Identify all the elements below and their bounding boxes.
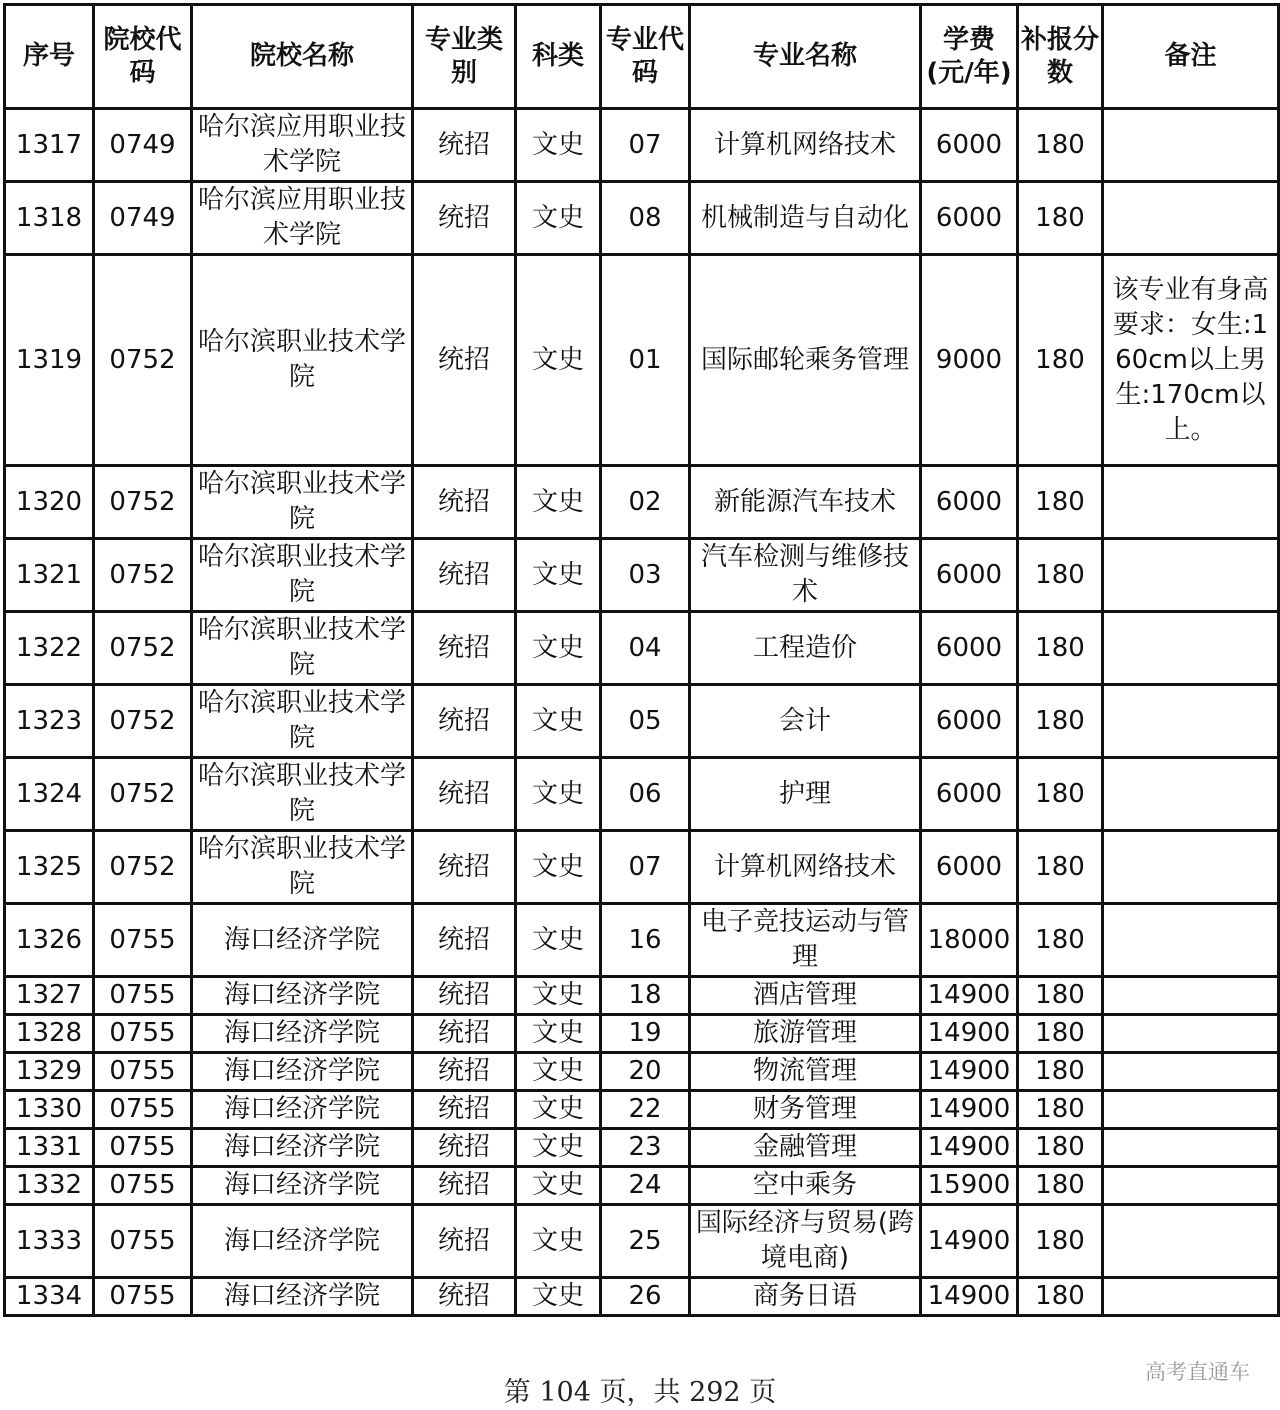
cell-score: 180 <box>1018 904 1103 977</box>
cell-major-name: 旅游管理 <box>690 1015 921 1053</box>
cell-major-name: 工程造价 <box>690 612 921 685</box>
cell-score: 180 <box>1018 1053 1103 1091</box>
cell-school-name: 海口经济学院 <box>192 977 413 1015</box>
cell-major-code: 20 <box>601 1053 690 1091</box>
cell-school-code: 0752 <box>94 758 192 831</box>
cell-seq-no: 1319 <box>5 255 94 466</box>
cell-score: 180 <box>1018 831 1103 904</box>
cell-school-name: 哈尔滨应用职业技术学院 <box>192 109 413 182</box>
cell-school-code: 0752 <box>94 539 192 612</box>
cell-note <box>1103 1015 1279 1053</box>
cell-major-type: 统招 <box>413 1167 516 1205</box>
cell-major-code: 07 <box>601 109 690 182</box>
cell-tuition: 6000 <box>921 109 1018 182</box>
header-major-code: 专业代码 <box>601 5 690 109</box>
cell-score: 180 <box>1018 1129 1103 1167</box>
cell-subject: 文史 <box>516 466 601 539</box>
cell-note <box>1103 758 1279 831</box>
header-score: 补报分数 <box>1018 5 1103 109</box>
cell-major-type: 统招 <box>413 182 516 255</box>
cell-tuition: 15900 <box>921 1167 1018 1205</box>
table-row <box>5 1167 1279 1205</box>
cell-major-type: 统招 <box>413 685 516 758</box>
cell-subject: 文史 <box>516 182 601 255</box>
cell-tuition: 18000 <box>921 904 1018 977</box>
cell-seq-no: 1323 <box>5 685 94 758</box>
page-footer: 第 104 页，共 292 页 <box>503 1377 777 1408</box>
cell-subject: 文史 <box>516 255 601 466</box>
cell-major-name: 护理 <box>690 758 921 831</box>
cell-major-name: 计算机网络技术 <box>690 831 921 904</box>
cell-score: 180 <box>1018 685 1103 758</box>
cell-school-name: 海口经济学院 <box>192 1167 413 1205</box>
header-school-code: 院校代码 <box>94 5 192 109</box>
cell-major-name: 财务管理 <box>690 1091 921 1129</box>
cell-school-code: 0752 <box>94 685 192 758</box>
cell-school-name: 哈尔滨职业技术学院 <box>192 539 413 612</box>
cell-tuition: 14900 <box>921 1053 1018 1091</box>
cell-major-code: 08 <box>601 182 690 255</box>
cell-note <box>1103 1053 1279 1091</box>
table-row <box>5 1015 1279 1053</box>
cell-major-code: 22 <box>601 1091 690 1129</box>
cell-major-code: 05 <box>601 685 690 758</box>
cell-score: 180 <box>1018 255 1103 466</box>
cell-major-type: 统招 <box>413 1091 516 1129</box>
cell-major-code: 19 <box>601 1015 690 1053</box>
cell-school-name: 哈尔滨职业技术学院 <box>192 685 413 758</box>
cell-score: 180 <box>1018 1015 1103 1053</box>
cell-school-code: 0752 <box>94 831 192 904</box>
table-row <box>5 1205 1279 1278</box>
cell-major-type: 统招 <box>413 1129 516 1167</box>
cell-major-type: 统招 <box>413 1205 516 1278</box>
cell-school-code: 0755 <box>94 1129 192 1167</box>
cell-tuition: 14900 <box>921 1015 1018 1053</box>
cell-major-type: 统招 <box>413 255 516 466</box>
cell-tuition: 14900 <box>921 1205 1018 1278</box>
cell-school-code: 0749 <box>94 109 192 182</box>
table-row <box>5 182 1279 255</box>
cell-score: 180 <box>1018 1167 1103 1205</box>
cell-score: 180 <box>1018 182 1103 255</box>
cell-school-name: 哈尔滨职业技术学院 <box>192 758 413 831</box>
cell-school-name: 哈尔滨应用职业技术学院 <box>192 182 413 255</box>
cell-subject: 文史 <box>516 904 601 977</box>
cell-major-code: 03 <box>601 539 690 612</box>
cell-major-type: 统招 <box>413 109 516 182</box>
cell-score: 180 <box>1018 1091 1103 1129</box>
cell-major-code: 16 <box>601 904 690 977</box>
cell-note <box>1103 904 1279 977</box>
cell-major-code: 06 <box>601 758 690 831</box>
cell-school-code: 0755 <box>94 1015 192 1053</box>
cell-major-type: 统招 <box>413 977 516 1015</box>
cell-note <box>1103 466 1279 539</box>
cell-seq-no: 1325 <box>5 831 94 904</box>
cell-tuition: 14900 <box>921 1129 1018 1167</box>
cell-subject: 文史 <box>516 977 601 1015</box>
cell-tuition: 6000 <box>921 831 1018 904</box>
cell-subject: 文史 <box>516 1091 601 1129</box>
cell-note <box>1103 109 1279 182</box>
table-row <box>5 758 1279 831</box>
cell-major-name: 新能源汽车技术 <box>690 466 921 539</box>
cell-major-name: 物流管理 <box>690 1053 921 1091</box>
cell-note <box>1103 831 1279 904</box>
cell-score: 180 <box>1018 612 1103 685</box>
cell-major-type: 统招 <box>413 612 516 685</box>
cell-tuition: 9000 <box>921 255 1018 466</box>
cell-note <box>1103 685 1279 758</box>
cell-major-code: 18 <box>601 977 690 1015</box>
cell-major-code: 07 <box>601 831 690 904</box>
header-subject: 科类 <box>516 5 601 109</box>
cell-school-name: 哈尔滨职业技术学院 <box>192 255 413 466</box>
header-tuition: 学费(元/年) <box>921 5 1018 109</box>
cell-seq-no: 1332 <box>5 1167 94 1205</box>
cell-school-name: 哈尔滨职业技术学院 <box>192 466 413 539</box>
cell-school-code: 0755 <box>94 1167 192 1205</box>
cell-note <box>1103 1205 1279 1278</box>
cell-school-name: 海口经济学院 <box>192 1278 413 1316</box>
cell-major-type: 统招 <box>413 1015 516 1053</box>
cell-school-code: 0755 <box>94 1053 192 1091</box>
cell-seq-no: 1317 <box>5 109 94 182</box>
cell-score: 180 <box>1018 109 1103 182</box>
cell-seq-no: 1322 <box>5 612 94 685</box>
cell-seq-no: 1326 <box>5 904 94 977</box>
cell-note <box>1103 977 1279 1015</box>
cell-score: 180 <box>1018 539 1103 612</box>
cell-major-name: 国际经济与贸易(跨境电商) <box>690 1205 921 1278</box>
cell-seq-no: 1328 <box>5 1015 94 1053</box>
cell-school-code: 0755 <box>94 904 192 977</box>
cell-major-code: 02 <box>601 466 690 539</box>
cell-seq-no: 1333 <box>5 1205 94 1278</box>
cell-subject: 文史 <box>516 539 601 612</box>
cell-subject: 文史 <box>516 758 601 831</box>
cell-major-name: 国际邮轮乘务管理 <box>690 255 921 466</box>
cell-major-type: 统招 <box>413 1053 516 1091</box>
cell-major-name: 会计 <box>690 685 921 758</box>
cell-major-type: 统招 <box>413 466 516 539</box>
cell-major-code: 26 <box>601 1278 690 1316</box>
cell-tuition: 14900 <box>921 977 1018 1015</box>
cell-score: 180 <box>1018 758 1103 831</box>
cell-subject: 文史 <box>516 1053 601 1091</box>
header-row <box>5 5 1279 109</box>
cell-major-type: 统招 <box>413 831 516 904</box>
cell-score: 180 <box>1018 1205 1103 1278</box>
cell-tuition: 14900 <box>921 1091 1018 1129</box>
cell-tuition: 6000 <box>921 685 1018 758</box>
cell-school-code: 0752 <box>94 466 192 539</box>
cell-major-type: 统招 <box>413 1278 516 1316</box>
cell-seq-no: 1334 <box>5 1278 94 1316</box>
cell-major-name: 商务日语 <box>690 1278 921 1316</box>
cell-school-name: 海口经济学院 <box>192 904 413 977</box>
table-row <box>5 977 1279 1015</box>
table-row <box>5 831 1279 904</box>
cell-school-code: 0749 <box>94 182 192 255</box>
cell-seq-no: 1324 <box>5 758 94 831</box>
cell-subject: 文史 <box>516 685 601 758</box>
cell-major-name: 空中乘务 <box>690 1167 921 1205</box>
header-note: 备注 <box>1103 5 1279 109</box>
cell-seq-no: 1331 <box>5 1129 94 1167</box>
cell-tuition: 6000 <box>921 758 1018 831</box>
cell-major-name: 汽车检测与维修技术 <box>690 539 921 612</box>
cell-subject: 文史 <box>516 1167 601 1205</box>
cell-subject: 文史 <box>516 831 601 904</box>
header-major-type: 专业类别 <box>413 5 516 109</box>
header-seq-no: 序号 <box>5 5 94 109</box>
cell-seq-no: 1330 <box>5 1091 94 1129</box>
cell-seq-no: 1318 <box>5 182 94 255</box>
table-row <box>5 109 1279 182</box>
cell-note <box>1103 1167 1279 1205</box>
cell-major-type: 统招 <box>413 758 516 831</box>
cell-note <box>1103 1129 1279 1167</box>
cell-tuition: 6000 <box>921 612 1018 685</box>
table-row <box>5 255 1279 466</box>
table-row <box>5 612 1279 685</box>
cell-school-code: 0752 <box>94 255 192 466</box>
cell-school-code: 0755 <box>94 1278 192 1316</box>
cell-subject: 文史 <box>516 109 601 182</box>
cell-subject: 文史 <box>516 1278 601 1316</box>
cell-tuition: 6000 <box>921 539 1018 612</box>
cell-tuition: 6000 <box>921 182 1018 255</box>
cell-school-code: 0755 <box>94 977 192 1015</box>
cell-score: 180 <box>1018 1278 1103 1316</box>
cell-major-type: 统招 <box>413 539 516 612</box>
cell-seq-no: 1327 <box>5 977 94 1015</box>
cell-school-name: 哈尔滨职业技术学院 <box>192 612 413 685</box>
cell-tuition: 6000 <box>921 466 1018 539</box>
cell-major-type: 统招 <box>413 904 516 977</box>
cell-school-name: 海口经济学院 <box>192 1091 413 1129</box>
cell-major-code: 23 <box>601 1129 690 1167</box>
cell-major-name: 计算机网络技术 <box>690 109 921 182</box>
cell-major-code: 01 <box>601 255 690 466</box>
table-row <box>5 1129 1279 1167</box>
cell-note <box>1103 539 1279 612</box>
cell-school-name: 海口经济学院 <box>192 1205 413 1278</box>
cell-note: 该专业有身高要求：女生:160cm以上男生:170cm以上。 <box>1103 255 1279 466</box>
cell-major-name: 金融管理 <box>690 1129 921 1167</box>
table-row <box>5 904 1279 977</box>
cell-subject: 文史 <box>516 1205 601 1278</box>
cell-school-code: 0755 <box>94 1205 192 1278</box>
cell-major-name: 酒店管理 <box>690 977 921 1015</box>
cell-score: 180 <box>1018 466 1103 539</box>
cell-school-name: 海口经济学院 <box>192 1053 413 1091</box>
header-major-name: 专业名称 <box>690 5 921 109</box>
cell-note <box>1103 612 1279 685</box>
cell-school-name: 哈尔滨职业技术学院 <box>192 831 413 904</box>
cell-school-code: 0755 <box>94 1091 192 1129</box>
table-row <box>5 466 1279 539</box>
table-row <box>5 1091 1279 1129</box>
cell-subject: 文史 <box>516 1129 601 1167</box>
table-row <box>5 539 1279 612</box>
cell-major-code: 25 <box>601 1205 690 1278</box>
cell-major-name: 电子竞技运动与管理 <box>690 904 921 977</box>
table-row <box>5 1278 1279 1316</box>
cell-score: 180 <box>1018 977 1103 1015</box>
cell-note <box>1103 182 1279 255</box>
cell-seq-no: 1329 <box>5 1053 94 1091</box>
table-row <box>5 685 1279 758</box>
cell-school-code: 0752 <box>94 612 192 685</box>
cell-note <box>1103 1278 1279 1316</box>
cell-school-name: 海口经济学院 <box>192 1015 413 1053</box>
cell-major-code: 24 <box>601 1167 690 1205</box>
cell-major-name: 机械制造与自动化 <box>690 182 921 255</box>
cell-school-name: 海口经济学院 <box>192 1129 413 1167</box>
cell-seq-no: 1321 <box>5 539 94 612</box>
header-school-name: 院校名称 <box>192 5 413 109</box>
cell-subject: 文史 <box>516 612 601 685</box>
cell-seq-no: 1320 <box>5 466 94 539</box>
watermark: 高考直通车 <box>1145 1360 1250 1384</box>
cell-major-code: 04 <box>601 612 690 685</box>
cell-subject: 文史 <box>516 1015 601 1053</box>
cell-note <box>1103 1091 1279 1129</box>
table-row <box>5 1053 1279 1091</box>
cell-tuition: 14900 <box>921 1278 1018 1316</box>
admission-table <box>3 3 1280 1317</box>
